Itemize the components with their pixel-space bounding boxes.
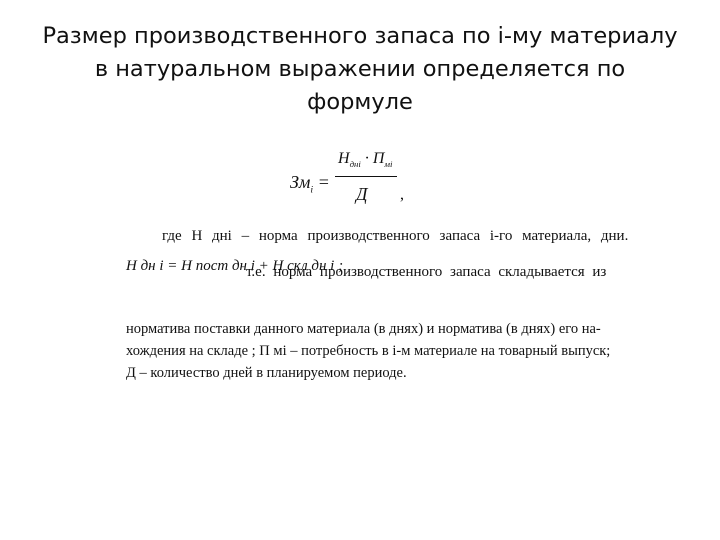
explanation-paragraph bbox=[126, 318, 611, 384]
slide-title bbox=[20, 20, 700, 119]
title-line-2: в натуральном выражении определяется по bbox=[94, 56, 626, 82]
fraction-bar bbox=[335, 176, 397, 177]
paragraph-line-3: Д – количество дней в планируемом периоде. bbox=[126, 365, 407, 381]
explanation-line-2 bbox=[126, 258, 607, 280]
formula-comma: , bbox=[400, 186, 404, 203]
formula-lhs: $Зм_i$ = bbox=[290, 172, 330, 196]
title-line-1: Размер производственного запаса по i-му материалу bbox=[42, 23, 678, 49]
main-formula bbox=[290, 138, 420, 228]
paragraph-line-1: норматива поставки данного материала (в днях) и норматива (в днях) его на- bbox=[126, 321, 601, 337]
title-line-3: формуле bbox=[307, 89, 413, 115]
formula-numerator: $Н_{днi} \cdot П_{мi}$ bbox=[338, 150, 393, 170]
norm-sum-text: т.е. норма производственного запаса складывается из bbox=[246, 264, 607, 280]
explanation-line-1: где Н дні – норма производственного запаса i-го материала, дни. bbox=[162, 228, 629, 244]
paragraph-line-2: хождения на складе ; П мi – потребность в i-м материале на товарный выпуск; bbox=[126, 343, 611, 359]
norm-sum-formula: Н дн i = Н пост дн i + Н скл дн i ; bbox=[126, 258, 344, 274]
formula-denominator: Д bbox=[356, 184, 368, 204]
